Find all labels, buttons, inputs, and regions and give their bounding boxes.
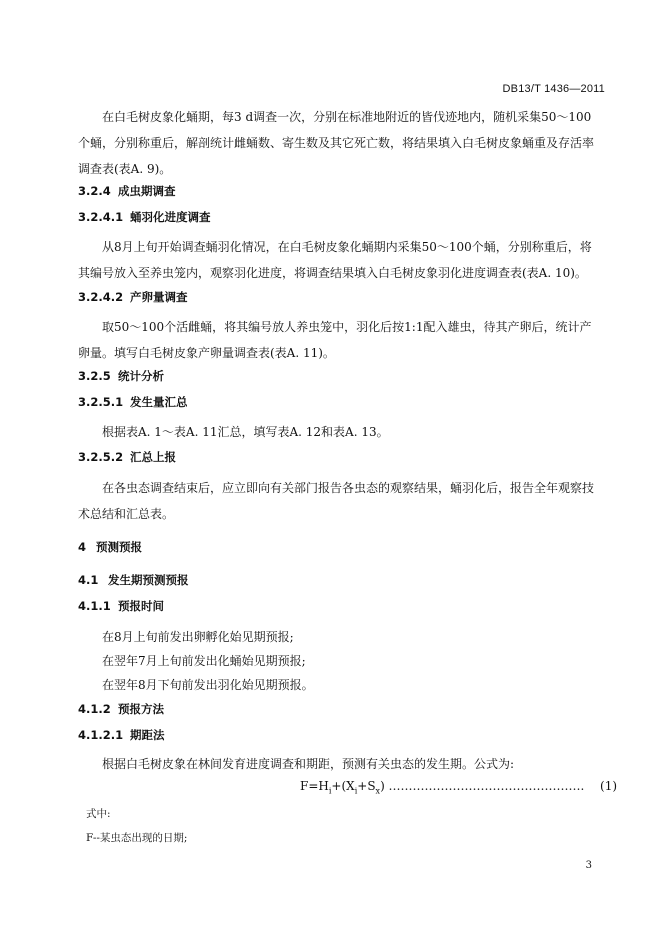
section-3-2-4-1 <box>78 209 211 225</box>
section-title: 期距法 <box>130 728 165 742</box>
forecast-line-1: 在8月上旬前发出卵孵化始见期预报; <box>102 630 294 644</box>
section-number: 3.2.4 <box>78 184 111 198</box>
standard-code: DB13/T 1436—2011 <box>502 83 605 95</box>
formula-lhs: F=H <box>300 779 329 793</box>
section-number: 4.1.2 <box>78 702 111 716</box>
formula-number: (1) <box>600 779 618 793</box>
section-3-2-5-2 <box>78 449 176 465</box>
section-number: 3.2.5.2 <box>78 450 124 464</box>
section-title: 发生量汇总 <box>130 395 188 409</box>
section-title: 预报时间 <box>118 599 164 613</box>
forecast-line-2: 在翌年7月上旬前发出化蛹始见期预报; <box>102 654 306 668</box>
section-title: 汇总上报 <box>130 450 176 464</box>
paragraph-emergence-survey: 从8月上旬开始调查蛹羽化情况，在白毛树皮象化蛹期内采集50～100个蛹，分别称重后，将其编号放入至养虫笼内，观察羽化进度，将调查结果填入白毛树皮象羽化进度调查表(表A. 10)。 <box>78 240 592 280</box>
formula-sub-x: i <box>354 786 358 796</box>
section-4-1-2-1 <box>78 727 165 743</box>
page-number: 3 <box>585 860 592 871</box>
definition-f: F--某虫态出现的日期; <box>86 832 188 844</box>
paragraph-egg-survey: 取50～100个活雌蛹，将其编号放人养虫笼中，羽化后按1:1配入雄虫，待其产卵后，统计产卵量。填写白毛树皮象产卵量调查表(表A. 11)。 <box>78 320 592 360</box>
paragraph-summary: 根据表A. 1～表A. 11汇总，填写表A. 12和表A. 13。 <box>102 425 389 439</box>
section-number: 4 <box>78 540 87 554</box>
section-4 <box>78 539 142 555</box>
formula-mid2: +S <box>357 779 376 793</box>
section-number: 4.1.1 <box>78 599 111 613</box>
section-4-1 <box>78 572 189 588</box>
forecast-line-3: 在翌年8月下旬前发出羽化始见期预报。 <box>102 678 314 692</box>
section-title: 预报方法 <box>118 702 164 716</box>
paragraph-report: 在各虫态调查结束后，应立即向有关部门报告各虫态的观察结果，蛹羽化后，报告全年观察技术总结和汇总表。 <box>78 481 595 521</box>
section-title: 成虫期调查 <box>118 184 176 198</box>
section-number: 3.2.4.1 <box>78 210 124 224</box>
formula <box>300 779 617 795</box>
section-3-2-4 <box>78 183 176 199</box>
section-3-2-4-2 <box>78 289 188 305</box>
section-3-2-5 <box>78 368 164 384</box>
section-title: 统计分析 <box>118 369 164 383</box>
section-4-1-2 <box>78 701 164 717</box>
section-number: 3.2.4.2 <box>78 290 124 304</box>
section-3-2-5-1 <box>78 394 188 410</box>
section-title: 发生期预测预报 <box>108 573 189 587</box>
where-label: 式中: <box>86 808 111 820</box>
section-number: 3.2.5.1 <box>78 395 124 409</box>
section-title: 蛹羽化进度调查 <box>130 210 211 224</box>
section-number: 4.1.2.1 <box>78 728 124 742</box>
section-number: 4.1 <box>78 573 99 587</box>
section-number: 3.2.5 <box>78 369 111 383</box>
paragraph-method: 根据白毛树皮象在林间发育进度调查和期距，预测有关虫态的发生期。公式为: <box>102 757 515 771</box>
formula-sub-s: x <box>375 786 381 796</box>
section-title: 预测预报 <box>96 540 142 554</box>
section-4-1-1 <box>78 598 164 614</box>
section-title: 产卵量调查 <box>130 290 188 304</box>
formula-mid1: +(X <box>331 779 355 793</box>
formula-end: ) …………………………………………. <box>380 779 585 793</box>
formula-sub-h: i <box>328 786 332 796</box>
paragraph-pupa-survey: 在白毛树皮象化蛹期，每3 d调查一次，分别在标准地附近的皆伐迹地内，随机采集50～100个蛹，分别称重后，解剖统计雌蛹数、寄生数及其它死亡数，将结果填入白毛树皮象蛹重及存活率调查表(表A. 9)。 <box>78 110 595 176</box>
